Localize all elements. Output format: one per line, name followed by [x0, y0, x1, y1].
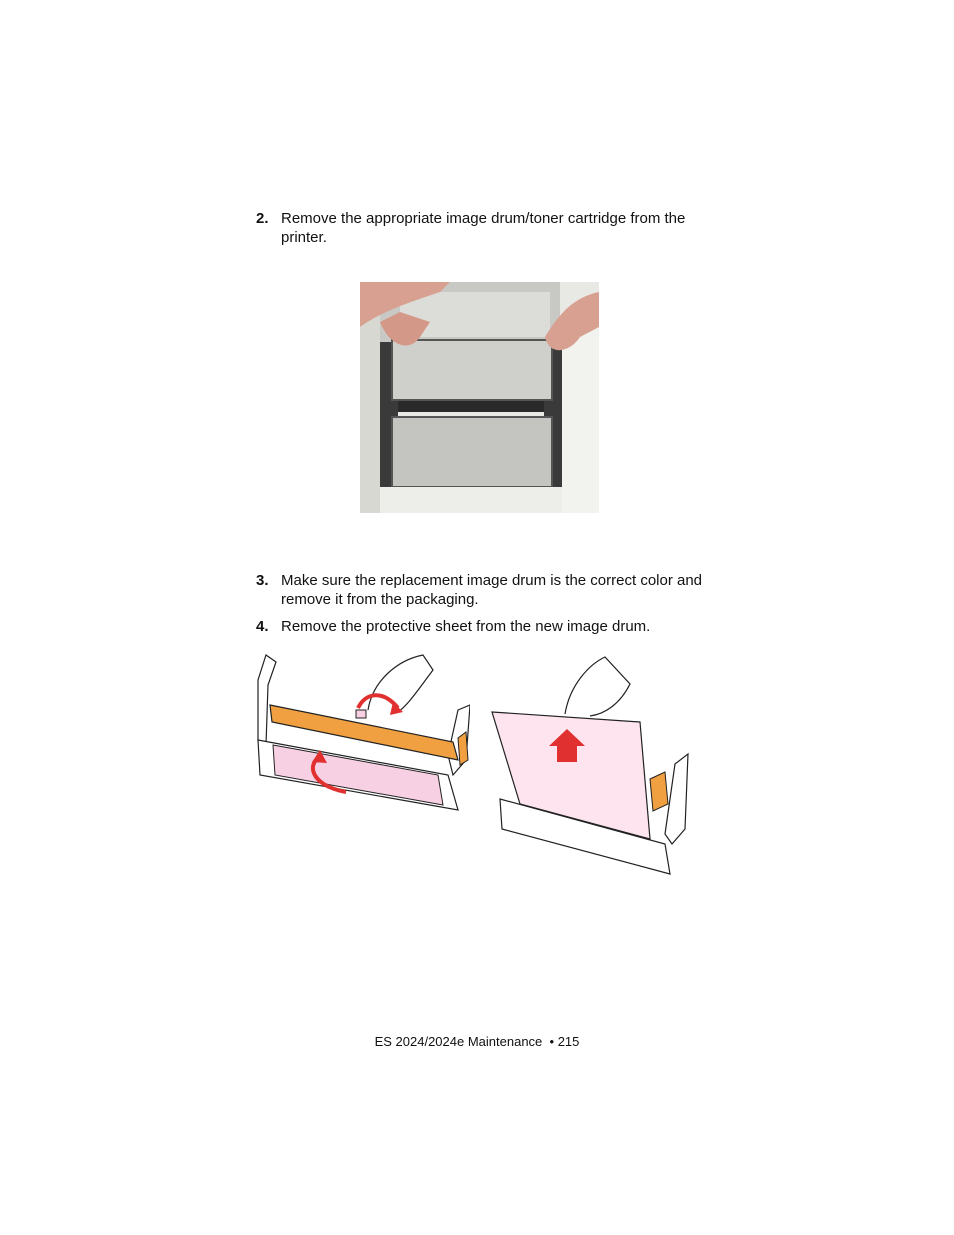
step-text: Remove the appropriate image drum/toner cartridge from the printer. [281, 210, 686, 246]
step-text: Remove the protective sheet from the new image drum. [281, 618, 651, 635]
printer-drum-removal-photo [360, 282, 599, 513]
protective-sheet-removal-illustration [490, 654, 700, 884]
step-text: Make sure the replacement image drum is the correct color and remove it from the packaging. [281, 572, 703, 608]
footer-title: ES 2024/2024e Maintenance [374, 1034, 543, 1049]
step-number: 3. [256, 572, 269, 589]
footer-separator: • [549, 1034, 555, 1049]
step-number: 4. [256, 618, 269, 635]
image-drum-sheet-illustration [248, 650, 470, 830]
step-number: 2. [256, 210, 269, 227]
page-number: 215 [557, 1034, 580, 1049]
page-footer [0, 1034, 954, 1050]
